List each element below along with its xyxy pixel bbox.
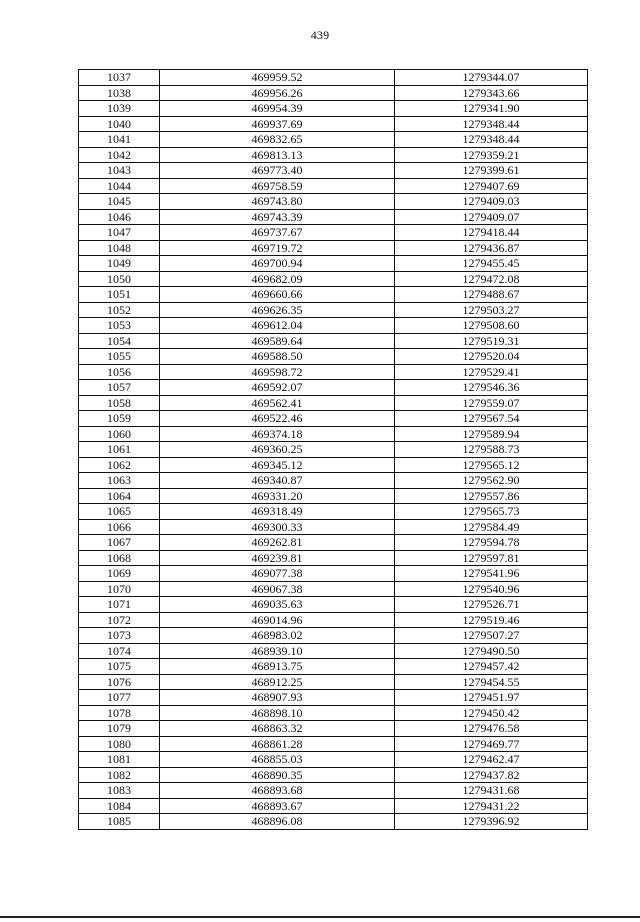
point-number-cell: 1070 — [79, 581, 160, 597]
table-row — [79, 597, 588, 613]
table-row — [79, 209, 588, 225]
y-coordinate-cell: 1279457.42 — [395, 659, 588, 675]
table-row — [79, 318, 588, 334]
table-row — [79, 581, 588, 597]
point-number-cell: 1078 — [79, 705, 160, 721]
table-row — [79, 674, 588, 690]
x-coordinate-cell: 468907.93 — [160, 690, 395, 706]
point-number-cell: 1047 — [79, 225, 160, 241]
y-coordinate-cell: 1279396.92 — [395, 814, 588, 830]
x-coordinate-cell: 469239.81 — [160, 550, 395, 566]
y-coordinate-cell: 1279503.27 — [395, 302, 588, 318]
x-coordinate-cell: 469360.25 — [160, 442, 395, 458]
y-coordinate-cell: 1279451.97 — [395, 690, 588, 706]
x-coordinate-cell: 469737.67 — [160, 225, 395, 241]
x-coordinate-cell: 469682.09 — [160, 271, 395, 287]
x-coordinate-cell: 469318.49 — [160, 504, 395, 520]
y-coordinate-cell: 1279348.44 — [395, 116, 588, 132]
table-row — [79, 442, 588, 458]
x-coordinate-cell: 468898.10 — [160, 705, 395, 721]
y-coordinate-cell: 1279597.81 — [395, 550, 588, 566]
y-coordinate-cell: 1279490.50 — [395, 643, 588, 659]
x-coordinate-cell: 469959.52 — [160, 70, 395, 86]
x-coordinate-cell: 469592.07 — [160, 380, 395, 396]
table-row — [79, 519, 588, 535]
table-row — [79, 178, 588, 194]
point-number-cell: 1044 — [79, 178, 160, 194]
table-row — [79, 411, 588, 427]
point-number-cell: 1054 — [79, 333, 160, 349]
x-coordinate-cell: 469562.41 — [160, 395, 395, 411]
x-coordinate-cell: 469660.66 — [160, 287, 395, 303]
table-row — [79, 101, 588, 117]
x-coordinate-cell: 469340.87 — [160, 473, 395, 489]
point-number-cell: 1072 — [79, 612, 160, 628]
x-coordinate-cell: 469588.50 — [160, 349, 395, 365]
point-number-cell: 1075 — [79, 659, 160, 675]
point-number-cell: 1049 — [79, 256, 160, 272]
y-coordinate-cell: 1279565.73 — [395, 504, 588, 520]
y-coordinate-cell: 1279540.96 — [395, 581, 588, 597]
y-coordinate-cell: 1279462.47 — [395, 752, 588, 768]
y-coordinate-cell: 1279341.90 — [395, 101, 588, 117]
point-number-cell: 1037 — [79, 70, 160, 86]
y-coordinate-cell: 1279476.58 — [395, 721, 588, 737]
point-number-cell: 1045 — [79, 194, 160, 210]
y-coordinate-cell: 1279431.68 — [395, 783, 588, 799]
x-coordinate-cell: 469700.94 — [160, 256, 395, 272]
x-coordinate-cell: 469813.13 — [160, 147, 395, 163]
x-coordinate-cell: 469262.81 — [160, 535, 395, 551]
y-coordinate-cell: 1279472.08 — [395, 271, 588, 287]
y-coordinate-cell: 1279399.61 — [395, 163, 588, 179]
x-coordinate-cell: 469956.26 — [160, 85, 395, 101]
point-number-cell: 1066 — [79, 519, 160, 535]
point-number-cell: 1053 — [79, 318, 160, 334]
y-coordinate-cell: 1279526.71 — [395, 597, 588, 613]
table-row — [79, 116, 588, 132]
y-coordinate-cell: 1279418.44 — [395, 225, 588, 241]
y-coordinate-cell: 1279344.07 — [395, 70, 588, 86]
point-number-cell: 1069 — [79, 566, 160, 582]
point-number-cell: 1085 — [79, 814, 160, 830]
table-row — [79, 643, 588, 659]
table-row — [79, 457, 588, 473]
x-coordinate-cell: 468890.35 — [160, 767, 395, 783]
point-number-cell: 1058 — [79, 395, 160, 411]
point-number-cell: 1060 — [79, 426, 160, 442]
table-row — [79, 473, 588, 489]
table-row — [79, 628, 588, 644]
y-coordinate-cell: 1279348.44 — [395, 132, 588, 148]
y-coordinate-cell: 1279520.04 — [395, 349, 588, 365]
point-number-cell: 1038 — [79, 85, 160, 101]
y-coordinate-cell: 1279546.36 — [395, 380, 588, 396]
point-number-cell: 1050 — [79, 271, 160, 287]
table-row — [79, 333, 588, 349]
coordinate-table — [78, 69, 588, 830]
point-number-cell: 1084 — [79, 798, 160, 814]
point-number-cell: 1083 — [79, 783, 160, 799]
coordinate-table-body — [79, 70, 588, 830]
x-coordinate-cell: 469937.69 — [160, 116, 395, 132]
table-row — [79, 767, 588, 783]
y-coordinate-cell: 1279508.60 — [395, 318, 588, 334]
y-coordinate-cell: 1279529.41 — [395, 364, 588, 380]
x-coordinate-cell: 468913.75 — [160, 659, 395, 675]
table-row — [79, 690, 588, 706]
point-number-cell: 1062 — [79, 457, 160, 473]
y-coordinate-cell: 1279409.03 — [395, 194, 588, 210]
point-number-cell: 1074 — [79, 643, 160, 659]
table-row — [79, 550, 588, 566]
x-coordinate-cell: 468863.32 — [160, 721, 395, 737]
y-coordinate-cell: 1279559.07 — [395, 395, 588, 411]
y-coordinate-cell: 1279562.90 — [395, 473, 588, 489]
point-number-cell: 1068 — [79, 550, 160, 566]
x-coordinate-cell: 468893.68 — [160, 783, 395, 799]
point-number-cell: 1063 — [79, 473, 160, 489]
x-coordinate-cell: 469067.38 — [160, 581, 395, 597]
x-coordinate-cell: 468939.10 — [160, 643, 395, 659]
table-row — [79, 256, 588, 272]
x-coordinate-cell: 468861.28 — [160, 736, 395, 752]
y-coordinate-cell: 1279565.12 — [395, 457, 588, 473]
point-number-cell: 1080 — [79, 736, 160, 752]
x-coordinate-cell: 468912.25 — [160, 674, 395, 690]
y-coordinate-cell: 1279567.54 — [395, 411, 588, 427]
x-coordinate-cell: 469832.65 — [160, 132, 395, 148]
table-row — [79, 271, 588, 287]
table-row — [79, 163, 588, 179]
table-row — [79, 814, 588, 830]
page-number: 439 — [310, 28, 330, 42]
point-number-cell: 1067 — [79, 535, 160, 551]
y-coordinate-cell: 1279588.73 — [395, 442, 588, 458]
point-number-cell: 1040 — [79, 116, 160, 132]
point-number-cell: 1061 — [79, 442, 160, 458]
table-row — [79, 364, 588, 380]
y-coordinate-cell: 1279557.86 — [395, 488, 588, 504]
x-coordinate-cell: 469758.59 — [160, 178, 395, 194]
table-row — [79, 721, 588, 737]
table-row — [79, 566, 588, 582]
y-coordinate-cell: 1279594.78 — [395, 535, 588, 551]
y-coordinate-cell: 1279436.87 — [395, 240, 588, 256]
table-row — [79, 240, 588, 256]
point-number-cell: 1073 — [79, 628, 160, 644]
x-coordinate-cell: 469345.12 — [160, 457, 395, 473]
table-row — [79, 132, 588, 148]
table-row — [79, 798, 588, 814]
x-coordinate-cell: 469331.20 — [160, 488, 395, 504]
table-row — [79, 535, 588, 551]
table-row — [79, 504, 588, 520]
table-row — [79, 659, 588, 675]
y-coordinate-cell: 1279488.67 — [395, 287, 588, 303]
point-number-cell: 1056 — [79, 364, 160, 380]
y-coordinate-cell: 1279455.45 — [395, 256, 588, 272]
y-coordinate-cell: 1279507.27 — [395, 628, 588, 644]
y-coordinate-cell: 1279431.22 — [395, 798, 588, 814]
point-number-cell: 1065 — [79, 504, 160, 520]
x-coordinate-cell: 469035.63 — [160, 597, 395, 613]
point-number-cell: 1057 — [79, 380, 160, 396]
table-row — [79, 85, 588, 101]
y-coordinate-cell: 1279450.42 — [395, 705, 588, 721]
point-number-cell: 1048 — [79, 240, 160, 256]
x-coordinate-cell: 469589.64 — [160, 333, 395, 349]
table-row — [79, 349, 588, 365]
x-coordinate-cell: 469300.33 — [160, 519, 395, 535]
table-row — [79, 287, 588, 303]
point-number-cell: 1079 — [79, 721, 160, 737]
x-coordinate-cell: 469743.39 — [160, 209, 395, 225]
point-number-cell: 1042 — [79, 147, 160, 163]
point-number-cell: 1082 — [79, 767, 160, 783]
table-row — [79, 380, 588, 396]
table-row — [79, 752, 588, 768]
table-row — [79, 488, 588, 504]
x-coordinate-cell: 469743.80 — [160, 194, 395, 210]
x-coordinate-cell: 469522.46 — [160, 411, 395, 427]
x-coordinate-cell: 468855.03 — [160, 752, 395, 768]
x-coordinate-cell: 469773.40 — [160, 163, 395, 179]
y-coordinate-cell: 1279519.31 — [395, 333, 588, 349]
table-row — [79, 736, 588, 752]
y-coordinate-cell: 1279469.77 — [395, 736, 588, 752]
y-coordinate-cell: 1279343.66 — [395, 85, 588, 101]
y-coordinate-cell: 1279541.96 — [395, 566, 588, 582]
y-coordinate-cell: 1279407.69 — [395, 178, 588, 194]
table-row — [79, 612, 588, 628]
table-row — [79, 147, 588, 163]
table-row — [79, 225, 588, 241]
y-coordinate-cell: 1279584.49 — [395, 519, 588, 535]
point-number-cell: 1081 — [79, 752, 160, 768]
point-number-cell: 1052 — [79, 302, 160, 318]
point-number-cell: 1059 — [79, 411, 160, 427]
table-row — [79, 395, 588, 411]
x-coordinate-cell: 468893.67 — [160, 798, 395, 814]
x-coordinate-cell: 469719.72 — [160, 240, 395, 256]
point-number-cell: 1043 — [79, 163, 160, 179]
x-coordinate-cell: 469014.96 — [160, 612, 395, 628]
x-coordinate-cell: 469612.04 — [160, 318, 395, 334]
table-row — [79, 70, 588, 86]
y-coordinate-cell: 1279437.82 — [395, 767, 588, 783]
point-number-cell: 1041 — [79, 132, 160, 148]
point-number-cell: 1077 — [79, 690, 160, 706]
y-coordinate-cell: 1279589.94 — [395, 426, 588, 442]
x-coordinate-cell: 469598.72 — [160, 364, 395, 380]
y-coordinate-cell: 1279359.21 — [395, 147, 588, 163]
table-row — [79, 783, 588, 799]
x-coordinate-cell: 469626.35 — [160, 302, 395, 318]
y-coordinate-cell: 1279409.07 — [395, 209, 588, 225]
x-coordinate-cell: 468896.08 — [160, 814, 395, 830]
point-number-cell: 1064 — [79, 488, 160, 504]
point-number-cell: 1076 — [79, 674, 160, 690]
x-coordinate-cell: 469374.18 — [160, 426, 395, 442]
point-number-cell: 1046 — [79, 209, 160, 225]
point-number-cell: 1071 — [79, 597, 160, 613]
x-coordinate-cell: 469954.39 — [160, 101, 395, 117]
table-row — [79, 426, 588, 442]
x-coordinate-cell: 469077.38 — [160, 566, 395, 582]
point-number-cell: 1039 — [79, 101, 160, 117]
point-number-cell: 1055 — [79, 349, 160, 365]
y-coordinate-cell: 1279454.55 — [395, 674, 588, 690]
table-row — [79, 302, 588, 318]
y-coordinate-cell: 1279519.46 — [395, 612, 588, 628]
x-coordinate-cell: 468983.02 — [160, 628, 395, 644]
page-bottom-rule — [0, 916, 640, 918]
table-row — [79, 194, 588, 210]
table-row — [79, 705, 588, 721]
point-number-cell: 1051 — [79, 287, 160, 303]
